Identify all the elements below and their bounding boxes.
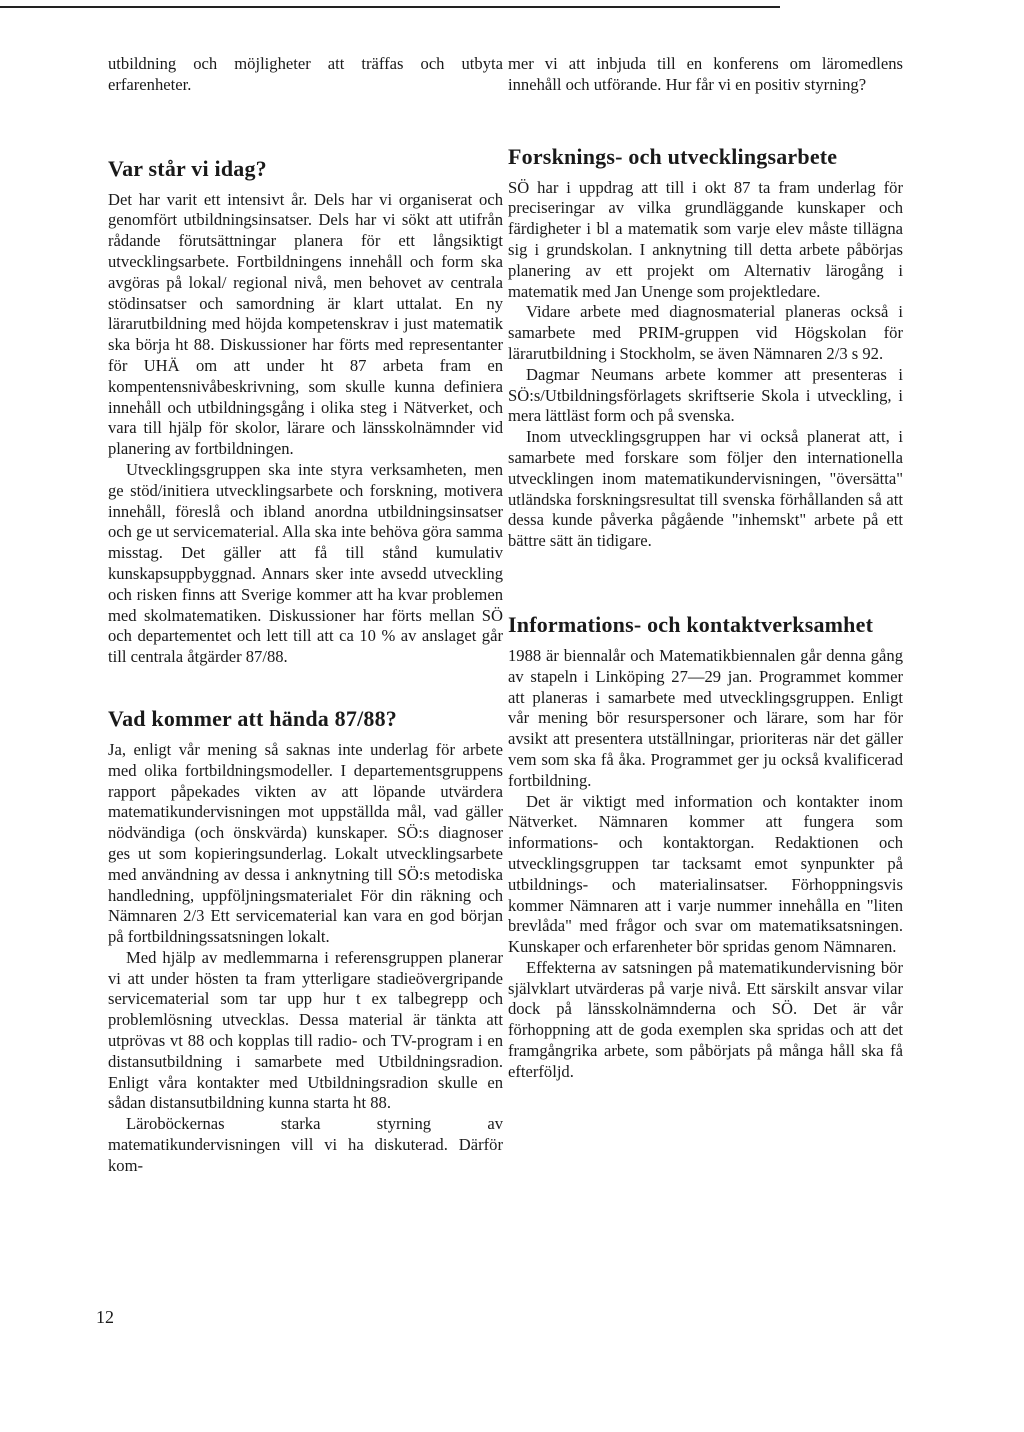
right-paragraph-4: Inom utvecklingsgruppen har vi också planerat att, i samarbete med forskare som följer den internationella utvecklingen inom matematikundervisningen, "översätta" utländska forskningsresultat till svenska förhållanden så att dessa kunde påverka pågående "inhemskt" arbete på ett bättre sätt än tidigare.: [508, 427, 903, 551]
right-paragraph-6: Det är viktigt med information och kontakter inom Nätverket. Nämnaren kommer att fungera som informations- och kontaktorgan. Redaktionen och utvecklingsgruppen tar tacksamt emot synpunkter på utbildnings- och materialinsatser. Förhoppningsvis kommer Nämnaren att i varje nummer innehålla en "liten brevlåda" med frågor och svar om matematiksatsningen. Kunskaper och erfarenheter bör spridas genom Nämnaren.: [508, 791, 903, 957]
left-paragraph-3: Ja, enligt vår mening så saknas inte underlag för arbete med olika fortbildningsmodeller. I departementsgruppens rapport påpekades vikten av att löpande utvärdera matematikundervisningen mot uppställda mål, vad gäller nödvändiga (och önskvärda) kunskaper. SÖ:s diagnoser ges ut som kopieringsunderlag. Lokalt utvecklingsarbete med användning av dessa i anknytning till SÖ:s metodiska handledning, uppföljningsmaterialet För din räkning och Nämnaren 2/3 Ett servicematerial kan vara en god början på fortbildningssatsningen lokalt.: [108, 739, 503, 947]
left-paragraph-2: Utvecklingsgruppen ska inte styra verksamheten, men ge stöd/initiera utvecklingsarbete och forskning, motivera innehåll, föreslå och ibland anordna utbildningsinsatser och ge ut servicematerial. Alla ska inte behöva göra samma misstag. Det gäller att få till stånd kumulativ kunskapsuppbyggnad. Annars sker inte avsedd utveckling och risken finns att Sverige kommer att ha kvar problemen med skolmatematiken. Diskussioner har förts mellan SÖ och departementet och lett till att ca 10 % av anslaget går till centrala åtgärder 87/88.: [108, 459, 503, 667]
heading-forsknings-och-utvecklingsarbete: Forsknings- och utvecklingsarbete: [508, 143, 838, 169]
page-number: 12: [96, 1307, 114, 1327]
top-rule: [0, 6, 780, 8]
right-paragraph-3: Dagmar Neumans arbete kommer att presenteras i SÖ:s/Utbildningsförlagets skriftserie Skola i utveckling, i mera lättläst form och på svenska.: [508, 364, 903, 426]
left-intro-paragraph: utbildning och möjligheter att träffas och utbyta erfarenheter.: [108, 54, 503, 94]
heading-vad-kommer-att-handa: Vad kommer att hända 87/88?: [108, 705, 397, 731]
left-column: [108, 54, 503, 1177]
right-paragraph-2: Vidare arbete med diagnosmaterial planeras också i samarbete med PRIM-gruppen vid Högskolan för lärarutbildning i Stockholm, se även Nämnaren 2/3 s 92.: [508, 302, 903, 363]
left-paragraph-4: Med hjälp av medlemmarna i referensgruppen planerar vi att under hösten ta fram ytterligare stadieövergripande servicematerial som tar upp hur t ex talbegrepp och problemlösning utvecklas. Dessa material är tänkta att utprövas vt 88 och kopplas till radio- och TV-program i en distansutbildning i samarbete med Utbildningsradion. Enligt våra kontakter med Utbildningsradion skulle en sådan distansutbildning kunna starta ht 88.: [108, 947, 503, 1113]
right-paragraph-7: Effekterna av satsningen på matematikundervisning bör självklart utvärderas på varje nivå. Ett särskilt ansvar vilar dock på länsskolnämnderna och SÖ. Det är vår förhoppning att de goda exemplen ska spridas och att det framgångrika arbete, som påbörjats på många håll ska få efterföljd.: [508, 957, 903, 1081]
right-paragraph-1: SÖ har i uppdrag att till i okt 87 ta fram underlag för preciseringar av vilka grundläggande kunskaper och färdigheter i bl a matematik som varje elev måste tillägna sig i grundskolan. I anknytning till detta arbete påbörjas planering av ett projekt om Alternativ lärogång i matematik med Jan Unenge som projektledare.: [508, 177, 903, 301]
heading-informations-och-kontaktverksamhet: Informations- och kontaktverksamhet: [508, 611, 874, 637]
heading-var-star-vi-idag: Var står vi idag?: [108, 155, 267, 181]
right-paragraph-5: 1988 är biennalår och Matematikbiennalen går denna gång av stapeln i Linköping 27—29 jan. Programmet kommer att planeras i samarbete med utvecklingsgruppen. Enligt vår mening bör resurspersoner och lärare, som har för avsikt att presentera utställningar, prioriteras när det gäller vem som ska få åka. Programmet ger ju också kvalificerad fortbildning.: [508, 645, 903, 790]
left-paragraph-5: Läroböckernas starka styrning av matematikundervisningen vill vi ha diskuterad. Därför kom-: [108, 1114, 503, 1175]
right-column: [508, 54, 903, 1083]
right-intro-paragraph: mer vi att inbjuda till en konferens om läromedlens innehåll och utförande. Hur får vi en positiv styrning?: [508, 54, 903, 94]
left-paragraph-1: Det har varit ett intensivt år. Dels har vi organiserat och genomfört utbildningsinsatser. Dels har vi sökt att utifrån rådande förutsättningar planera för ett långsiktigt utvecklingsarbete. Fortbildningens innehåll och form ska avgöras på lokal/ regional nivå, men behovet av centrala stödinsatser och samordning är klart uttalat. En ny lärarutbildning med höjda kompetenskrav i just matematik ska börja ht 88. Diskussioner har förts med representanter för UHÄ om att under ht 87 arbeta fram en kompentensnivåbeskrivning, som skulle kunna definiera innehåll och utbildningsgång i olika steg i Nätverket, och vara till hjälp för skolor, lärare och länsskolnämnder vid planering av fortbildningen.: [108, 189, 503, 459]
